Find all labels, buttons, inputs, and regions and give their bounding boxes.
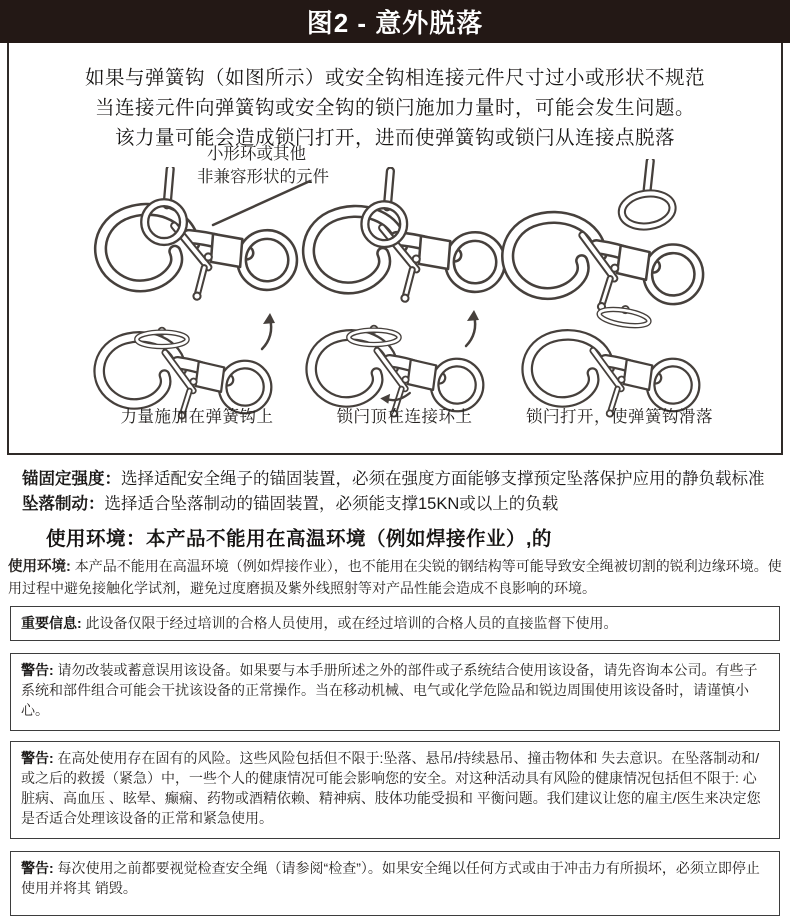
requirements-paragraph xyxy=(22,467,776,517)
important-info-box xyxy=(10,606,780,641)
warning-text: 每次使用之前都要视觉检查安全绳（请参阅“检查”）。如果安全绳以任何方式或由于冲击力有所损坏，必须立即停止使用并将其 销毁。 xyxy=(21,860,760,896)
fall-arrest-label: 坠落制动： xyxy=(22,495,105,513)
warning-box-misuse xyxy=(10,653,780,731)
important-info-text: 此设备仅限于经过培训的合格人员使用，或在经过培训的合格人员的直接监督下使用。 xyxy=(81,615,618,631)
figure-title: 图2 - 意外脱落 xyxy=(306,8,484,38)
figure-title-bar xyxy=(0,0,790,43)
important-info-label: 重要信息: xyxy=(21,615,82,631)
anchor-strength-text: 选择适配安全绳子的锚固装置，必须在强度方面能够支撑预定坠落保护应用的静负载标准 xyxy=(121,470,765,488)
environment-detail-text: 本产品不能用在高温环境（例如焊接作业），也不能用在尖锐的钢结构等可能导致安全绳被切割的锐利边缘环境。使用过程中避免接触化学试剂，避免过度磨损及紫外线照射等对产品性能会造成不良影响的环境。 xyxy=(8,558,782,596)
warning-text: 请勿改装或蓄意误用该设备。如果要与本手册所述之外的部件或子系统结合使用该设备，请先咨询本公司。有些子系统和部件组合可能会干扰该设备的正常操作。当在移动机械、电气或化学危险品和锐边周围使用该设备时，请谨慎小心。 xyxy=(21,662,758,718)
warning-text: 在高处使用存在固有的风险。这些风险包括但不限于:坠落、悬吊/持续悬吊、撞击物体和 失去意识。在坠落制动和/或之后的救援（紧急）中，一些个人的健康情况可能会影响您的安全。对这种活动具有风险的健康情况包括但不限于: 心脏病、高血压 、眩晕、癫痫、药物或酒精依赖、精神病、肢体功能受损和 平衡问题。我们建议让您的雇主/医生来决定您是否适合处理该设备的正常和紧急使用。 xyxy=(21,750,761,826)
force-direction-arrow-icon xyxy=(257,313,281,353)
intro-line: 该力量可能会造成锁闩打开，进而使弹簧钩或锁闩从连接点脱落 xyxy=(114,127,675,149)
snap-hook-ring-detached-icon xyxy=(497,159,724,317)
diagram-caption: 锁闩打开，使弹簧钩滑落 xyxy=(526,408,713,426)
warning-label: 警告: xyxy=(21,750,54,766)
diagram-area xyxy=(9,145,781,433)
anchor-strength-label: 锚固定强度： xyxy=(22,470,121,488)
environment-heading xyxy=(46,523,776,551)
warning-label: 警告: xyxy=(21,860,54,876)
anchor-strength-line xyxy=(22,467,776,492)
callout-line: 小形环或其他 xyxy=(207,145,306,163)
environment-heading-text: 本产品不能用在高温环境（例如焊接作业）,的 xyxy=(146,528,552,550)
force-direction-arrow-icon xyxy=(461,310,485,350)
environment-detail-paragraph xyxy=(8,556,782,598)
warning-box-health-risks xyxy=(10,741,780,839)
environment-heading-label: 使用环境： xyxy=(46,528,147,550)
intro-line: 如果与弹簧钩（如图所示）或安全钩相连接元件尺寸过小或形状不规范 xyxy=(84,67,705,89)
snap-hook-ring-on-nose-icon xyxy=(72,167,299,317)
diagram-caption: 力量施加在弹簧钩上 xyxy=(120,408,274,426)
snap-hook-ring-at-gate-icon xyxy=(282,167,509,317)
environment-detail-label: 使用环境: xyxy=(8,559,71,575)
intro-line: 当连接元件向弹簧钩或安全钩的锁闩施加力量时，可能会发生问题。 xyxy=(94,97,695,119)
diagram-caption: 锁闩顶在连接环上 xyxy=(336,408,473,426)
fall-arrest-line xyxy=(22,492,776,517)
warning-label: 警告: xyxy=(21,662,54,678)
figure-box xyxy=(7,43,783,455)
figure-intro xyxy=(9,43,781,153)
warning-box-inspection xyxy=(10,851,780,916)
callout-line: 非兼容形状的元件 xyxy=(197,168,329,186)
fall-arrest-text: 选择适合坠落制动的锚固装置，必须能支撑15KN或以上的负载 xyxy=(104,495,559,513)
